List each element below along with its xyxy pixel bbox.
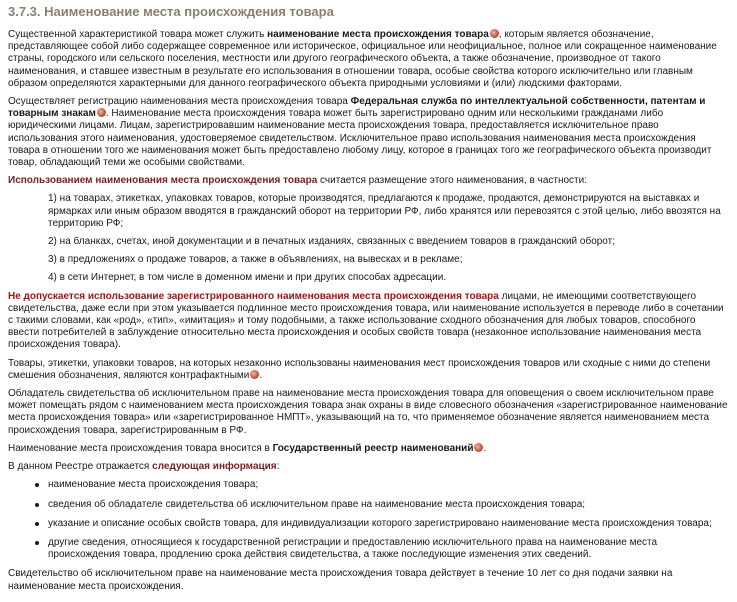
list-item: 2) на бланках, счетах, иной документации и в печатных изданиях, связанных с введением товаров в гражданский оборот; [48, 236, 616, 248]
text: считается размещение этого наименования, в частности: [317, 175, 587, 187]
list-item: 3) в предложениях о продаже товаров, а также в объявлениях, на вывесках и в рекламе; [48, 254, 463, 266]
text: В данном Реестре отражается [8, 461, 153, 473]
term-link[interactable]: наименование места происхождения товара [267, 29, 489, 40]
text: Наименование места происхождения товара вносится в [8, 442, 273, 454]
prohibition-heading: Не допускается использование зарегистрированного наименования места происхождения товара [8, 290, 499, 302]
paragraph-registry: Наименование места происхождения товара вносится в Государственный реестр наименований . [8, 442, 487, 454]
list-item: наименование места происхождения товара; [48, 479, 729, 491]
usage-list [8, 193, 729, 284]
paragraph-definition [8, 29, 729, 90]
agency-link[interactable]: Федеральная служба по интеллектуальной собственности, патентам и товарным знакам [8, 96, 706, 120]
info-heading: следующая информация [152, 461, 277, 473]
text: Существенной характеристикой товара может служить [8, 29, 268, 40]
link-marker-icon[interactable] [250, 370, 259, 379]
registry-info-list [8, 479, 729, 561]
text: , которым является обозначение, представляющее собой либо содержащее современное или историческое, официальное или неофициальное, полное или сокращенное наименование страны, городского или сельского поселения, местности или другого географического объекта, а также обозначение, производное от такого наименования, и ставшее известным в результате его использования в отношении товара, особые свойства которого исключительно или главным образом определяются характерными для данного географического объекта природными условиями и (или) людскими факторами. [8, 29, 717, 89]
paragraph-registry-info [8, 461, 729, 473]
list-item: сведения об обладателе свидетельства об исключительном праве на наименование места происхождения товара; [48, 499, 729, 511]
list-item: указание и описание особых свойств товара, для индивидуализации которого зарегистрировано наименование места происхождения товара; [48, 518, 729, 530]
paragraph-validity: Свидетельство об исключительном праве на наименование места происхождения товара действует в течение 10 лет со дня подачи заявки на наименование места происхождения. [8, 568, 673, 592]
usage-heading: Использованием наименования места происхождения товара [8, 175, 318, 187]
list-item: 1) на товарах, этикетках, упаковках товаров, которые производятся, предлагаются к продаже, продаются, демонстрируются на выставках и ярмарках или иным образом вводятся в гражданский оборот на территории РФ, либо хранятся или перевозятся с этой целью, либо ввозятся на территорию РФ; [48, 193, 721, 229]
text: Осуществляет регистрацию наименования места происхождения товара [8, 96, 351, 108]
section-title: 3.7.3. Наименование места происхождения товара [8, 4, 334, 19]
list-item: 4) в сети Интернет, в том числе в доменном имени и при других способах адресации. [48, 272, 447, 284]
text: Товары, этикетки, упаковки товаров, на которых незаконно использованы наименования мест происхождения товаров или сходные с ними до степени смешения обозначения, являются контрафактными [8, 357, 711, 381]
paragraph-registration [8, 96, 729, 169]
paragraph-usage [8, 175, 729, 187]
registry-link[interactable]: Государственный реестр наименований [272, 442, 474, 454]
link-marker-icon[interactable] [490, 29, 499, 38]
paragraph-counterfeit: Товары, этикетки, упаковки товаров, на которых незаконно использованы наименования мест происхождения товаров или сходные с ними до степени смешения обозначения, являются контрафактными . [8, 357, 711, 381]
text: : [276, 461, 280, 473]
paragraph-protection-sign: Обладатель свидетельства об исключительном праве на наименование места происхождения товара для оповещения о своем исключительном праве может помещать рядом с наименованием места происхождения товара знак охраны в виде словесного обозначения «зарегистрированное наименование места происхождения товара» или «зарегистрированное НМПТ», указывающий на то, что применяемое обозначение является наименованием места происхождения товара, зарегистрированным в РФ. [8, 388, 728, 436]
list-item: другие сведения, относящиеся к государственной регистрации и предоставлению исключительного права на наименование места происхождения товара, продлению срока действия свидетельства, а также последующие изменения этих сведений. [48, 537, 729, 561]
text: лицами, не имеющими соответствующего свидетельства, даже если при этом указывается подлинное место происхождения товара, или наименование используется в переводе либо в сочетании с такими словами, как «род», «тип», «имитация» и тому подобными, а также использование сходного обозначения для любых товаров, способного ввести потребителей в заблуждение относительно места происхождения и особых свойств товара (незаконное использование наименования места происхождения товара). [8, 290, 724, 351]
text: . Наименование места происхождения товара может быть зарегистрировано одним или несколькими гражданами либо юридическими лицами. Лицам, зарегистрировавшим наименование места происхождения товара, предоставляется исключительное право использования этого наименования, удостоверяемое свидетельством. Исключительное право использования наименования места происхождения товара в отношении того же наименования может быть предоставлено любому лицу, которое в границах того же географического объекта производит товар, обладающий теми же особыми свойствами. [8, 108, 712, 169]
paragraph-prohibition [8, 291, 729, 352]
link-marker-icon[interactable] [97, 108, 106, 117]
